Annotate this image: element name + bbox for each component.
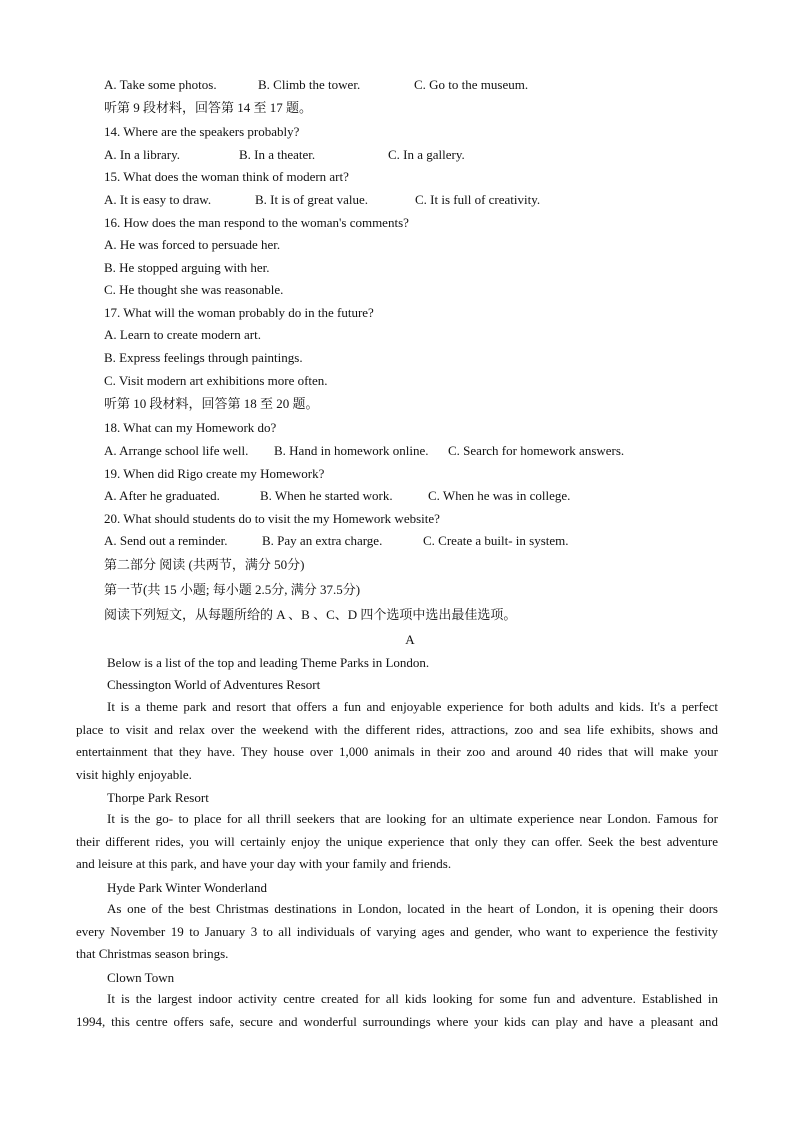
section-10-instruction: 听第 10 段材料，回答第 18 至 20 题。 [104,396,319,411]
q20-stem: 20. What should students do to visit the my Homework website? [104,511,440,526]
q13-option-c: C. Go to the museum. [414,77,529,92]
q20-option-b: B. Pay an extra charge. [262,533,383,548]
q15-option-b: B. It is of great value. [255,192,368,207]
park3-name: Hyde Park Winter Wonderland [107,880,268,895]
q20-option-c: C. Create a built- in system. [423,533,569,548]
q18-stem: 18. What can my Homework do? [104,420,277,435]
park4-line-2: 1994, this centre offers safe, secure and wonderful surroundings where your kids can play and have a pleasant and [76,1013,718,1029]
park4-description [76,988,718,1033]
passage-intro: Below is a list of the top and leading Theme Parks in London. [107,655,430,670]
park2-description [76,808,718,876]
part2-title: 第二部分 阅读 (共两节，满分 50分) [104,557,305,572]
q18-option-b: B. Hand in homework online. [274,443,429,458]
park1-name: Chessington World of Adventures Resort [107,677,321,692]
q14-option-c: C. In a gallery. [388,147,465,162]
q13-option-a: A. Take some photos. [104,77,217,92]
section-9-instruction: 听第 9 段材料，回答第 14 至 17 题。 [104,100,313,115]
q19-option-b: B. When he started work. [260,488,393,503]
q17-option-b: B. Express feelings through paintings. [104,350,303,365]
q17-option-a: A. Learn to create modern art. [104,327,262,342]
park4-line-1: It is the largest indoor activity centre created for all kids looking for some fun and adventure. Established in [107,991,718,1006]
park3-line-2: every November 19 to January 3 to all individuals of varying ages and gender, who want to experience the festivity [76,923,718,939]
park3-line-3: that Christmas season brings. [76,946,229,961]
park3-line-1: As one of the best Christmas destinations in London, located in the heart of London, it is opening their doors [107,901,718,916]
q17-option-c: C. Visit modern art exhibitions more often. [104,373,328,388]
park1-line-1: It is a theme park and resort that offers a fun and enjoyable experience for both adults and kids. It's a perfect [107,699,718,714]
park2-line-1: It is the go- to place for all thrill seekers that are looking for an ultimate experience near London. Famous for [107,811,718,826]
q15-stem: 15. What does the woman think of modern art? [104,169,349,184]
q17-stem: 17. What will the woman probably do in the future? [104,305,374,320]
q16-stem: 16. How does the man respond to the woman's comments? [104,215,409,230]
q19-stem: 19. When did Rigo create my Homework? [104,466,325,481]
q20-option-a: A. Send out a reminder. [104,533,228,548]
q19-option-a: A. After he graduated. [104,488,220,503]
park2-line-2: their different rides, you will certainly enjoy the unique experience that only they can offer. Seek the best adventure [76,833,718,849]
q14-stem: 14. Where are the speakers probably? [104,124,300,139]
passage-label: A [405,632,415,647]
park1-line-3: entertainment that they have. They house over 1,000 animals in their zoo and around 40 rides that will make your [76,744,718,759]
q16-option-c: C. He thought she was reasonable. [104,282,284,297]
q14-option-a: A. In a library. [104,147,181,162]
q14-option-b: B. In a theater. [239,147,316,162]
q13-option-b: B. Climb the tower. [258,77,361,92]
park3-description [76,898,718,966]
park1-line-2: place to visit and relax over the weekend with the different rides, attractions, zoo and sea life exhibits, shows and [76,721,718,737]
park1-line-4: visit highly enjoyable. [76,766,192,782]
park2-name: Thorpe Park Resort [107,790,209,805]
part2-section1-title: 第一节(共 15 小题; 每小题 2.5分, 满分 37.5分) [104,582,361,597]
q16-option-a: A. He was forced to persuade her. [104,237,281,252]
q15-option-c: C. It is full of creativity. [415,192,541,207]
park2-line-3: and leisure at this park, and have your day with your family and friends. [76,856,452,871]
q18-option-c: C. Search for homework answers. [448,443,625,458]
q15-option-a: A. It is easy to draw. [104,192,212,207]
park4-name: Clown Town [107,970,175,985]
q16-option-b: B. He stopped arguing with her. [104,260,270,275]
reading-instruction: 阅读下列短文，从每题所给的 A 、B 、C、D 四个选项中选出最佳选项。 [104,607,517,622]
q19-option-c: C. When he was in college. [428,488,571,503]
q18-option-a: A. Arrange school life well. [104,443,249,458]
park1-description [76,696,718,786]
